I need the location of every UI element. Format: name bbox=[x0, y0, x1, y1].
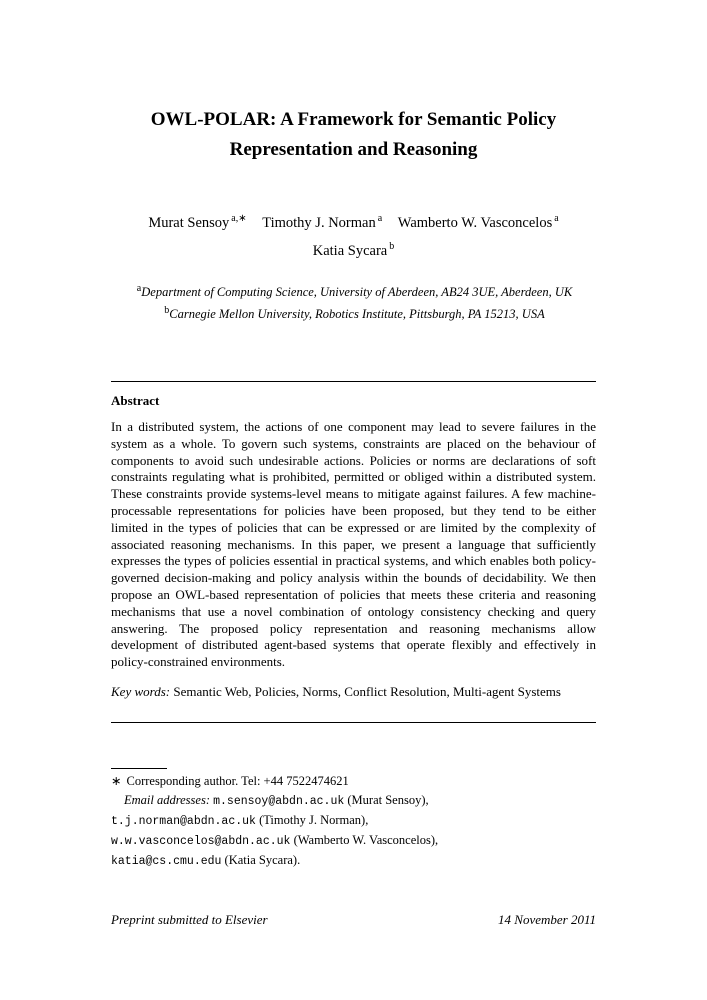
author-name: Katia Sycara bbox=[312, 243, 388, 259]
abstract-heading: Abstract bbox=[111, 393, 160, 408]
email-address: t.j.norman@abdn.ac.uk bbox=[111, 814, 256, 828]
author bbox=[313, 243, 394, 259]
paper-title-line2: Representation and Reasoning bbox=[229, 139, 478, 160]
author bbox=[148, 215, 246, 231]
keywords-text: Semantic Web, Policies, Norms, Conflict Resolution, Multi-agent Systems bbox=[173, 683, 561, 699]
author-affiliation-mark: a,∗ bbox=[231, 213, 247, 225]
author-affiliation-mark: a bbox=[554, 213, 559, 225]
divider-above-abstract bbox=[111, 381, 596, 382]
affiliation-list bbox=[111, 281, 596, 325]
email-address: m.sensoy@abdn.ac.uk bbox=[213, 794, 345, 808]
email-line bbox=[111, 831, 596, 851]
email-line bbox=[111, 791, 596, 811]
author-row-2 bbox=[111, 237, 596, 265]
email-line bbox=[111, 851, 596, 871]
email-owner: (Katia Sycara). bbox=[221, 852, 301, 867]
corresponding-author-text: Corresponding author. Tel: +44 7522474621 bbox=[126, 773, 349, 788]
footer-date: 14 November 2011 bbox=[498, 912, 596, 927]
footer-preprint-note: Preprint submitted to Elsevier bbox=[111, 912, 268, 927]
email-owner: (Wamberto W. Vasconcelos), bbox=[290, 832, 439, 847]
email-line bbox=[111, 811, 596, 831]
paper-title bbox=[111, 105, 596, 165]
keywords-label: Key words: bbox=[111, 683, 171, 699]
author-list bbox=[111, 209, 596, 265]
affiliation-text: Department of Computing Science, University of Aberdeen, AB24 3UE, Aberdeen, UK bbox=[141, 285, 573, 299]
author-name: Wamberto W. Vasconcelos bbox=[397, 215, 553, 231]
affiliation bbox=[111, 303, 596, 325]
affiliation-mark: b bbox=[164, 304, 170, 316]
author bbox=[398, 215, 559, 231]
author-affiliation-mark: a bbox=[377, 213, 383, 225]
page-footer bbox=[111, 912, 596, 928]
author-name: Murat Sensoy bbox=[148, 215, 230, 231]
author-row-1 bbox=[111, 209, 596, 237]
author-affiliation-mark: b bbox=[389, 241, 395, 253]
email-address: katia@cs.cmu.edu bbox=[111, 854, 222, 868]
affiliation-text: Carnegie Mellon University, Robotics Institute, Pittsburgh, PA 15213, USA bbox=[169, 307, 545, 321]
author-name: Timothy J. Norman bbox=[262, 215, 376, 231]
keywords-line bbox=[111, 683, 596, 700]
abstract-text: In a distributed system, the actions of one component may lead to severe failures in the system as a whole. To govern such systems, constraints are placed on the behaviour of components to avoid such undesirable actions. Policies or norms are declarations of soft constraints regulating what is prohibited, permitted or obliged within a distributed system. These constraints provide systems-level means to mitigate against failures. A few machine-processable representations for policies have been proposed, but they tend to be either limited in the types of policies that can be expressed or are limited by the complexity of associated reasoning mechanisms. In this paper, we present a language that sufficiently expresses the types of policies essential in practical systems, and which enables both policy-governed decision-making and policy analysis within the bounds of decidability. We then propose an OWL-based representation of policies that meets these criteria and reasoning mechanisms that use a novel combination of ontology consistency checking and query answering. The proposed policy representation and reasoning mechanisms allow development of distributed agent-based systems that operate flexibly and effectively in policy-constrained environments. bbox=[111, 419, 596, 670]
footnote-divider bbox=[111, 768, 167, 769]
affiliation-mark: a bbox=[136, 282, 142, 294]
email-address: w.w.vasconcelos@abdn.ac.uk bbox=[111, 834, 291, 848]
email-owner: (Murat Sensoy), bbox=[344, 792, 429, 807]
paper-title-line1: OWL-POLAR: A Framework for Semantic Policy bbox=[150, 109, 557, 130]
author bbox=[262, 215, 382, 231]
footnotes bbox=[111, 772, 596, 871]
email-owner: (Timothy J. Norman), bbox=[255, 812, 369, 827]
affiliation bbox=[111, 281, 596, 303]
divider-below-keywords bbox=[111, 722, 596, 723]
email-addresses-label: Email addresses: bbox=[124, 792, 210, 807]
corresponding-author-note bbox=[111, 772, 596, 791]
footnote-marker: ∗ bbox=[111, 773, 122, 788]
